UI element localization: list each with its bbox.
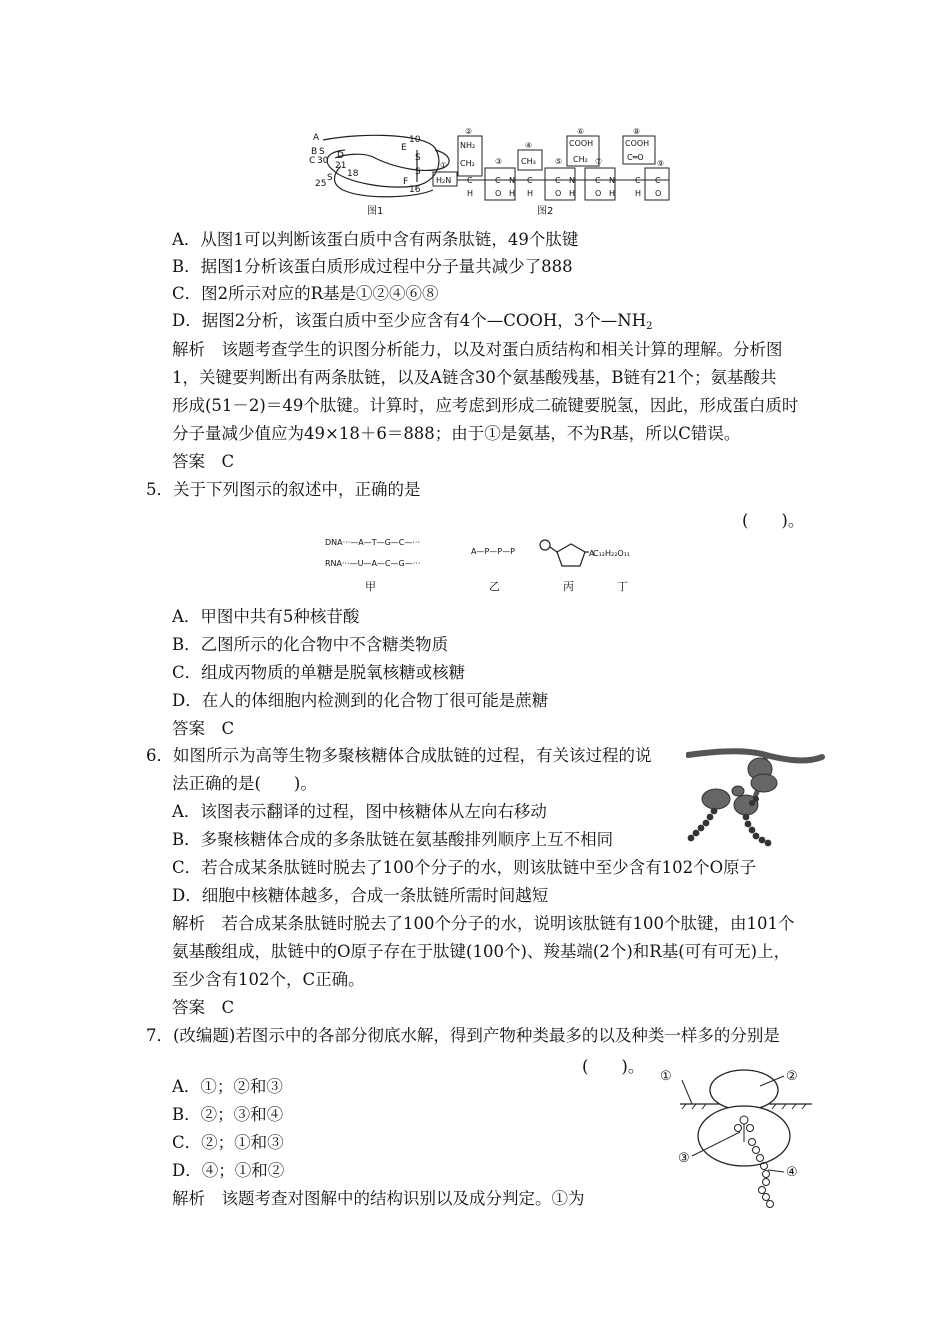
q6-explanation-line-3: 至少含有102个，C正确。 (172, 970, 365, 989)
q4-option-b: B．据图1分析该蛋白质形成过程中分子量共减少了888 (172, 257, 573, 276)
fig1-label-s2: S (327, 173, 333, 183)
fig1-label-s1: S (319, 147, 325, 157)
fig2-mark-3: ③ (495, 157, 503, 166)
fig2-mark-6: ⑥ (577, 128, 585, 136)
fig2-mark-9: ⑨ (657, 159, 665, 168)
fig2-atom-h2: H (509, 189, 516, 198)
fig1-label-16: 16 (409, 185, 421, 195)
fig2-atom-n1: N (509, 176, 515, 185)
q7-stem: 7．(改编题)若图示中的各部分彻底水解，得到产物种类最多的以及种类一样多的分别是 (146, 1026, 780, 1045)
membrane-protein-diagram (652, 1066, 822, 1214)
fig1-label-s4: S (415, 167, 421, 177)
q5-option-c: C．组成丙物质的单糖是脱氧核糖或核糖 (172, 663, 466, 682)
q4-option-d-subscript: 2 (646, 321, 653, 332)
fig1-label-10: 10 (409, 135, 421, 145)
q7-option-c: C．②；①和③ (172, 1133, 284, 1152)
q6-option-b: B．多聚核糖体合成的多条肽链在氨基酸排列顺序上互不相同 (172, 830, 614, 849)
q6-option-c: C．若合成某条肽链时脱去了100个分子的水，则该肽链中至少含有102个O原子 (172, 858, 757, 877)
q6-stem-line-1: 6．如图所示为高等生物多聚核糖体合成肽链的过程，有关该过程的说 (146, 746, 652, 765)
fig2-atom-h6: H (635, 189, 642, 198)
fig2-atom-c3: C (527, 176, 533, 185)
polyribosome-diagram (686, 743, 826, 849)
fig2-group-cooh1: COOH (569, 139, 594, 148)
fig2-group-cooh2: COOH (625, 139, 650, 148)
fig1-label-s3: S (415, 153, 421, 163)
q5-label-yi: 乙 (489, 580, 500, 593)
q5-base-label: A (589, 549, 595, 558)
fig2-atom-c7: C (655, 176, 661, 185)
fig2-atom-o3: O (595, 189, 602, 198)
fig2-atom-c1: C (467, 176, 473, 185)
q4-explanation-line-1: 解析 该题考查学生的识图分析能力，以及对蛋白质结构和相关计算的理解。分析图 (172, 340, 783, 359)
fig2-atom-o1: O (495, 189, 502, 198)
fig2-atom-h4: H (569, 189, 576, 198)
fig2-atom-o4: O (655, 189, 662, 198)
q6-option-d: D．细胞中核糖体越多，合成一条肽链所需时间越短 (172, 886, 549, 905)
fig1-label-30: 30 (317, 156, 329, 166)
q7-fig-mark-1: ① (660, 1069, 672, 1084)
fig1-label-e: E (401, 143, 407, 153)
q5-option-a: A．甲图中共有5种核苷酸 (172, 607, 360, 626)
fig2-group-ch3: CH₃ (521, 157, 536, 166)
q5-option-d: D．在人的体细胞内检测到的化合物丁很可能是蔗糖 (172, 691, 549, 710)
fig1-label-18: 18 (347, 169, 359, 179)
q5-answer-blank: ( )。 (742, 511, 805, 530)
q4-explanation-line-2: 1，关键要判断出有两条肽链，以及A链含30个氨基酸残基，B链有21个；氨基酸共 (172, 368, 777, 387)
q7-option-b: B．②；③和④ (172, 1105, 284, 1124)
q6-option-a: A．该图表示翻译的过程，图中核糖体从左向右移动 (172, 802, 547, 821)
q7-fig-mark-2: ② (786, 1069, 798, 1084)
q7-fig-mark-4: ④ (786, 1165, 798, 1180)
fig1-label-c: C (309, 156, 316, 166)
fig2-atom-h1: H (467, 189, 474, 198)
fig1-label-b: B (311, 147, 318, 157)
fig2-atom-n3: N (609, 176, 615, 185)
q4-explanation-line-3: 形成(51－2)＝49个肽键。计算时，应考虑到形成二硫键要脱氢，因此，形成蛋白质时 (172, 396, 799, 415)
fig2-atom-h3: H (527, 189, 534, 198)
q4-explanation-line-4: 分子量减少值应为49×18＋6＝888；由于①是氨基，不为R基，所以C错误。 (172, 424, 741, 443)
fig2-mark-4: ④ (525, 141, 533, 150)
fig2-mark-2: ② (465, 128, 473, 136)
fig2-caption: 图2 (537, 206, 554, 217)
fig2-group-c-eq-o: C═O (627, 153, 644, 162)
q5-option-b: B．乙图所示的化合物中不含糖类物质 (172, 635, 449, 654)
fig1-label-f: F (403, 177, 409, 187)
q7-option-a: A．①；②和③ (172, 1077, 283, 1096)
q7-option-d: D．④；①和② (172, 1161, 285, 1180)
q5-label-ding: 丁 (617, 580, 628, 593)
q4-option-a: A．从图1可以判断该蛋白质中含有两条肽链，49个肽键 (172, 230, 579, 249)
q6-explanation-line-2: 氨基酸组成，肽链中的O原子存在于肽键(100个)、羧基端(2个)和R基(可有可无)上， (172, 942, 791, 961)
q7-fig-mark-3: ③ (678, 1151, 690, 1166)
q5-nucleotide-diagram (540, 540, 589, 566)
fig2-group-ch2b: CH₂ (573, 155, 588, 164)
q5-atp-structure: A—P—P—P (471, 547, 515, 556)
fig1-caption: 图1 (367, 206, 384, 217)
q6-answer: 答案 C (172, 998, 235, 1017)
fig2-atom-o2: O (555, 189, 562, 198)
fig2-mark-7: ⑦ (595, 157, 603, 166)
protein-figures (305, 128, 675, 220)
fig2-mark-1: ① (440, 161, 448, 170)
fig2-group-h2n: H₂N (436, 176, 452, 185)
fig2-atom-c6: C (635, 176, 641, 185)
q5-label-jia: 甲 (365, 580, 376, 593)
fig2-atom-c2: C (495, 176, 501, 185)
q7-explanation-line-1: 解析 该题考查对图解中的结构识别以及成分判定。①为 (172, 1189, 585, 1208)
fig2-atom-c4: C (555, 176, 561, 185)
figure-2-peptide (433, 128, 669, 217)
q5-rna-strand: RNA···—U—A—C—G—··· (325, 559, 421, 568)
q6-stem-line-2: 法正确的是( )。 (172, 774, 317, 793)
q4-option-d (172, 310, 653, 338)
q5-compound-formula: C₁₂H₂₂O₁₁ (593, 549, 631, 558)
q5-stem: 5．关于下列图示的叙述中，正确的是 (146, 480, 421, 499)
q4-answer: 答案 C (172, 452, 235, 471)
fig1-label-d: D (337, 151, 344, 161)
fig1-label-21: 21 (335, 161, 347, 171)
q4-option-d-text: D．据图2分析，该蛋白质中至少应含有4个—COOH，3个—NH (172, 311, 647, 330)
q5-figures (325, 532, 665, 596)
fig2-mark-8: ⑧ (633, 128, 641, 136)
fig2-group-ch2a: CH₂ (460, 159, 475, 168)
fig1-label-a: A (313, 133, 320, 143)
fig2-mark-5: ⑤ (555, 157, 563, 166)
q5-label-bing: 丙 (563, 580, 574, 593)
fig2-atom-n2: N (569, 176, 575, 185)
q6-explanation-line-1: 解析 若合成某条肽链时脱去了100个分子的水，说明该肽链有100个肽键，由101个 (172, 914, 795, 933)
fig1-label-25: 25 (315, 179, 327, 189)
q5-dna-strand: DNA···—A—T—G—C—··· (325, 538, 421, 547)
q5-answer: 答案 C (172, 719, 235, 738)
fig2-group-nh2: NH₂ (460, 141, 476, 150)
fig2-atom-c5: C (595, 176, 601, 185)
fig2-atom-h5: H (609, 189, 616, 198)
q7-answer-blank: ( )。 (582, 1057, 645, 1076)
q4-option-c: C．图2所示对应的R基是①②④⑥⑧ (172, 284, 439, 303)
